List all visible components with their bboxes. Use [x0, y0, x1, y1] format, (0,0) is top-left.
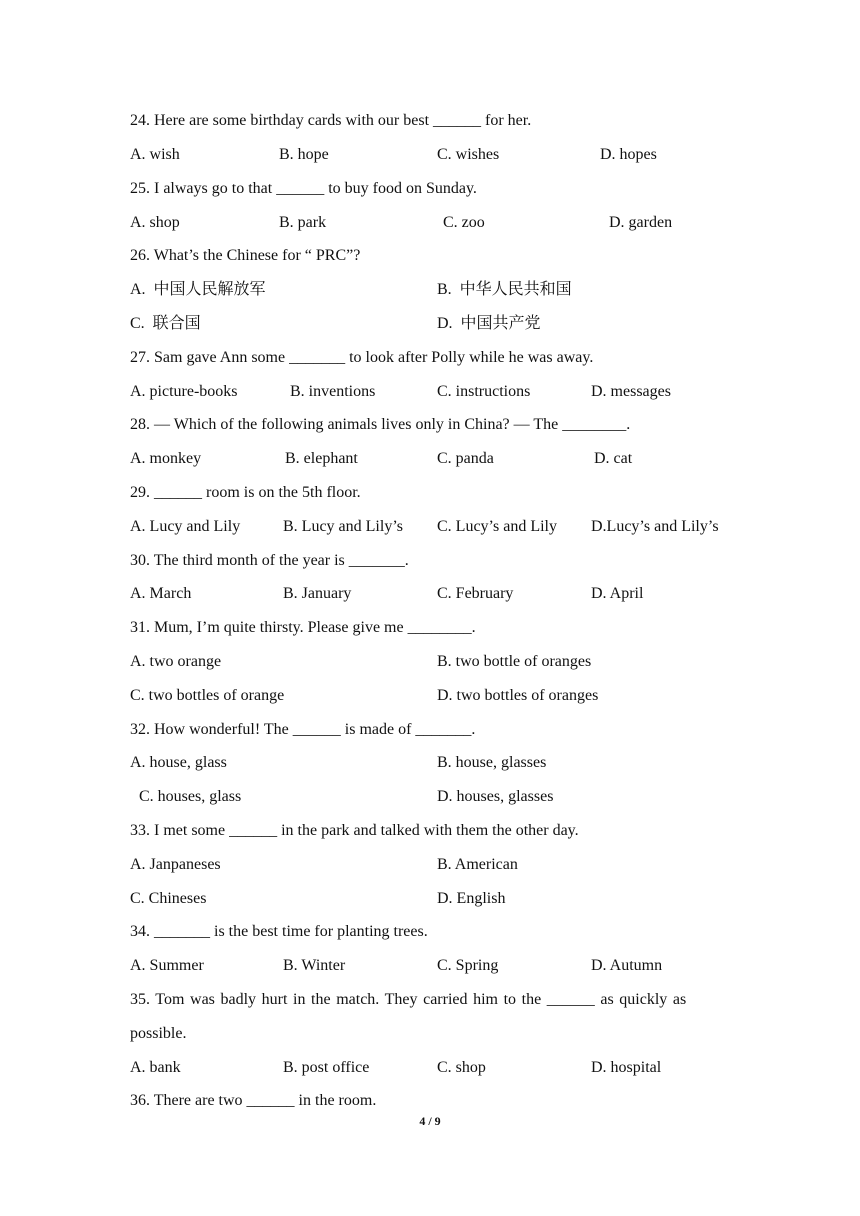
question-text: 30. The third month of the year is _______. [130, 552, 409, 569]
option-c: C. wishes [437, 146, 500, 163]
option-b: B. inventions [290, 383, 376, 400]
option-c: C. February [437, 585, 514, 602]
question-text: 34. _______ is the best time for planting trees. [130, 923, 428, 940]
option-c: C. 联合国 [130, 315, 201, 332]
question-31 [0, 612, 860, 646]
option-b: B. Winter [283, 957, 346, 974]
options-32-row2 [0, 781, 860, 815]
question-text: 32. How wonderful! The ______ is made of _______. [130, 721, 476, 738]
option-b: B. hope [279, 146, 329, 163]
option-d: D. English [437, 890, 506, 907]
option-a: A. monkey [130, 450, 202, 467]
question-27 [0, 342, 860, 376]
option-a: A. bank [130, 1059, 181, 1076]
options-35 [0, 1052, 860, 1086]
question-25 [0, 173, 860, 207]
options-31-row2 [0, 680, 860, 714]
option-d: D. messages [591, 383, 671, 400]
question-33 [0, 815, 860, 849]
option-c: C. houses, glass [139, 788, 242, 805]
option-d: D. April [591, 585, 644, 602]
option-d: D.Lucy’s and Lily’s [591, 518, 719, 535]
option-a: A. Summer [130, 957, 204, 974]
option-a: A. shop [130, 214, 180, 231]
option-c: C. instructions [437, 383, 531, 400]
options-33-row1 [0, 849, 860, 883]
option-c: C. zoo [443, 214, 485, 231]
options-27 [0, 376, 860, 410]
question-text: 25. I always go to that ______ to buy food on Sunday. [130, 180, 477, 197]
options-30 [0, 578, 860, 612]
option-c: C. Chineses [130, 890, 207, 907]
option-b: B. park [279, 214, 327, 231]
question-34 [0, 916, 860, 950]
option-a: A. Janpaneses [130, 856, 221, 873]
options-26-row1 [0, 274, 860, 308]
options-25 [0, 207, 860, 241]
options-34 [0, 950, 860, 984]
page-number: 4 / 9 [419, 1114, 441, 1128]
option-d: D. houses, glasses [437, 788, 554, 805]
option-b: B. Lucy and Lily’s [283, 518, 403, 535]
question-text: 24. Here are some birthday cards with our best ______ for her. [130, 112, 532, 129]
options-26-row2 [0, 308, 860, 342]
question-text: 28. — Which of the following animals lives only in China? — The ________. [130, 416, 631, 433]
option-a: A. picture-books [130, 383, 238, 400]
option-d: D. cat [594, 450, 633, 467]
option-c: C. Spring [437, 957, 499, 974]
option-a: A. Lucy and Lily [130, 518, 241, 535]
question-35 [0, 984, 860, 1018]
question-26 [0, 240, 860, 274]
question-text-line1: 35. Tom was badly hurt in the match. They carried him to the ______ as quickly as [130, 991, 687, 1008]
option-c: C. Lucy’s and Lily [437, 518, 557, 535]
option-b: B. house, glasses [437, 754, 547, 771]
options-33-row2 [0, 883, 860, 917]
option-b: B. January [283, 585, 352, 602]
option-a: A. 中国人民解放军 [130, 281, 266, 298]
question-text-line2: possible. [130, 1025, 187, 1042]
options-32-row1 [0, 747, 860, 781]
question-text: 26. What’s the Chinese for “ PRC”? [130, 247, 361, 264]
option-c: C. shop [437, 1059, 486, 1076]
option-b: B. two bottle of oranges [437, 653, 592, 670]
question-text: 36. There are two ______ in the room. [130, 1092, 377, 1109]
options-24 [0, 139, 860, 173]
question-30 [0, 545, 860, 579]
question-text: 27. Sam gave Ann some _______ to look after Polly while he was away. [130, 349, 594, 366]
option-b: B. 中华人民共和国 [437, 281, 572, 298]
option-c: C. panda [437, 450, 494, 467]
option-a: A. house, glass [130, 754, 227, 771]
question-35-continued [0, 1018, 860, 1052]
option-b: B. American [437, 856, 518, 873]
option-a: A. March [130, 585, 192, 602]
option-d: D. 中国共产党 [437, 315, 541, 332]
option-d: D. garden [609, 214, 673, 231]
options-29 [0, 511, 860, 545]
question-text: 29. ______ room is on the 5th floor. [130, 484, 361, 501]
option-a: A. wish [130, 146, 180, 163]
question-text: 31. Mum, I’m quite thirsty. Please give me ________. [130, 619, 476, 636]
option-b: B. post office [283, 1059, 370, 1076]
option-d: D. hopes [600, 146, 657, 163]
option-d: D. hospital [591, 1059, 662, 1076]
options-31-row1 [0, 646, 860, 680]
question-text: 33. I met some ______ in the park and talked with them the other day. [130, 822, 579, 839]
question-29 [0, 477, 860, 511]
question-28 [0, 409, 860, 443]
question-32 [0, 714, 860, 748]
option-c: C. two bottles of orange [130, 687, 285, 704]
options-28 [0, 443, 860, 477]
option-d: D. two bottles of oranges [437, 687, 599, 704]
option-b: B. elephant [285, 450, 358, 467]
question-24 [0, 105, 860, 139]
option-a: A. two orange [130, 653, 222, 670]
option-d: D. Autumn [591, 957, 663, 974]
